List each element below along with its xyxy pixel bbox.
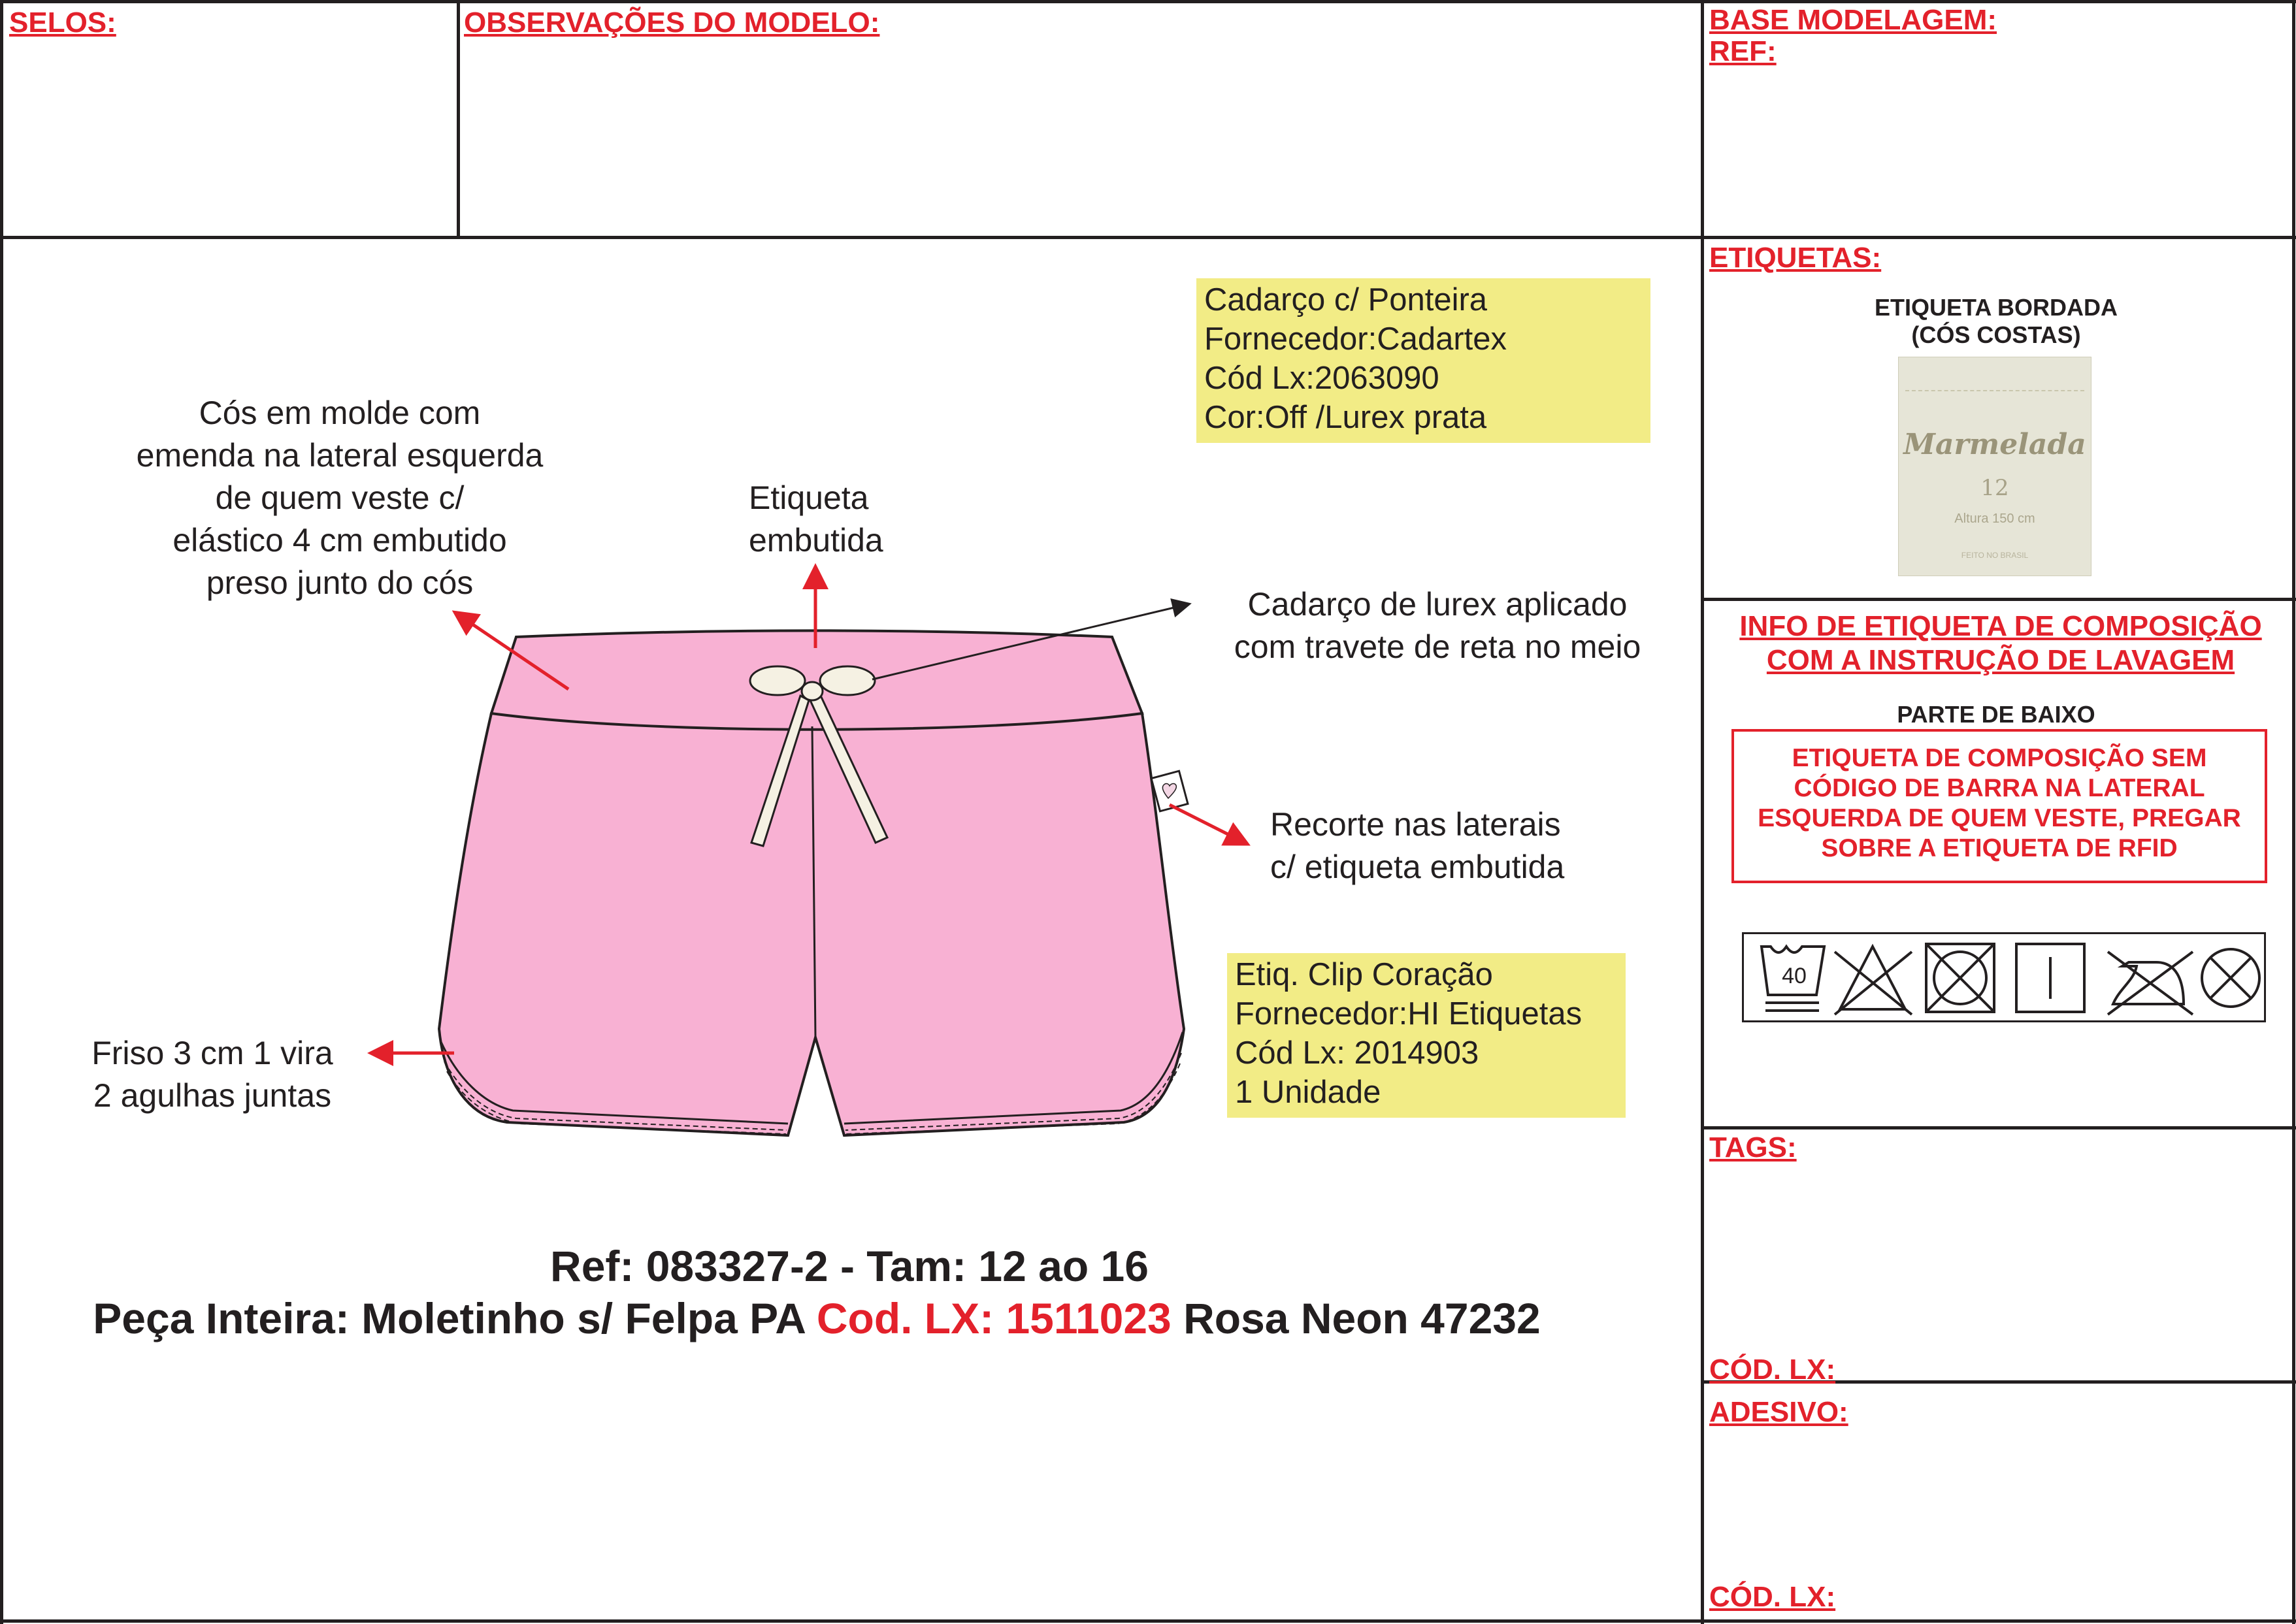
no-dry-clean-icon [2202, 949, 2259, 1007]
wash-40-icon [1762, 947, 1824, 1011]
shorts-body [439, 713, 1184, 1135]
care-symbols [1742, 932, 2266, 1022]
etiq-clip-line-1: Etiq. Clip Coração [1235, 957, 1493, 992]
parte-de-baixo-label: PARTE DE BAIXO [1897, 701, 2095, 728]
etiq-clip-line-3: Cód Lx: 2014903 [1235, 1035, 1479, 1071]
etiqueta-embutida-line-2: embutida [749, 522, 883, 559]
cos-line-1: Cós em molde com [199, 395, 481, 431]
ref-line: Ref: 083327-2 - Tam: 12 ao 16 [550, 1242, 1149, 1290]
no-iron-icon [2108, 952, 2193, 1015]
label-made-in: FEITO NO BRASIL [1961, 551, 2029, 560]
cos-line-5: preso junto do cós [206, 564, 474, 601]
adesivo-label: ADESIVO: [1709, 1396, 1848, 1428]
friso-line-1: Friso 3 cm 1 vira [91, 1035, 333, 1071]
friso-line-2: 2 agulhas juntas [93, 1077, 332, 1114]
cos-line-3: de quem veste c/ [215, 479, 465, 516]
label-brand: Marmelada [1903, 428, 2086, 461]
material-line [0, 1293, 1633, 1343]
composicao-note-box [1731, 729, 2267, 883]
cadarco-lurex-line-2: com travete de reta no meio [1234, 628, 1641, 665]
etiqueta-bordada-line-1: ETIQUETA BORDADA [1875, 294, 2118, 321]
no-bleach-icon [1835, 947, 1912, 1015]
bow-knot [802, 682, 823, 700]
cadarco-lurex-line-1: Cadarço de lurex aplicado [1247, 586, 1628, 623]
cod-lx-adesivo: CÓD. LX: [1709, 1581, 1836, 1613]
line-dry-icon [2016, 944, 2084, 1012]
woven-label-image [1898, 357, 2091, 576]
material-suffix: Rosa Neon 47232 [1171, 1294, 1541, 1342]
label-height: Altura 150 cm [1954, 512, 2035, 526]
tags-label: TAGS: [1709, 1131, 1797, 1163]
info-composicao-title [1713, 609, 2288, 677]
recorte-line-1: Recorte nas laterais [1270, 806, 1561, 843]
material-prefix: Peça Inteira: Moletinho s/ Felpa PA [93, 1294, 817, 1342]
no-tumble-dry-icon [1926, 944, 1994, 1012]
cadarco-line-2: Fornecedor:Cadartex [1204, 321, 1507, 357]
wash-temp-text: 40 [1782, 964, 1807, 988]
recorte-line-2: c/ etiqueta embutida [1270, 849, 1565, 885]
observacoes-label: OBSERVAÇÕES DO MODELO: [464, 7, 880, 39]
cadarco-line-1: Cadarço c/ Ponteira [1204, 282, 1488, 317]
base-modelagem-label: BASE MODELAGEM: [1709, 4, 1997, 36]
etiqueta-embutida-line-1: Etiqueta [749, 479, 869, 516]
cadarco-line-3: Cód Lx:2063090 [1204, 361, 1439, 396]
composicao-note-line-2: CÓDIGO DE BARRA NA LATERAL [1794, 774, 2205, 802]
etiq-clip-line-2: Fornecedor:HI Etiquetas [1235, 996, 1583, 1031]
composicao-note-line-3: ESQUERDA DE QUEM VESTE, PREGAR [1758, 804, 2241, 832]
cadarco-line-4: Cor:Off /Lurex prata [1204, 400, 1487, 435]
etiquetas-label: ETIQUETAS: [1709, 242, 1882, 274]
arrow-recorte [1170, 805, 1245, 843]
cos-line-2: emenda na lateral esquerda [136, 437, 544, 474]
bow-loop-left [750, 666, 805, 695]
label-size: 12 [1980, 475, 2009, 501]
cod-lx-tags: CÓD. LX: [1709, 1354, 1836, 1386]
info-composicao-line-1: INFO DE ETIQUETA DE COMPOSIÇÃO [1739, 610, 2262, 642]
composicao-note-line-1: ETIQUETA DE COMPOSIÇÃO SEM [1792, 744, 2207, 772]
ref-label: REF: [1709, 35, 1777, 67]
selos-label: SELOS: [9, 7, 116, 39]
bow-loop-right [820, 666, 875, 695]
etiqueta-bordada-line-2: (CÓS COSTAS) [1911, 321, 2081, 348]
composicao-note-line-4: SOBRE A ETIQUETA DE RFID [1821, 834, 2178, 862]
info-composicao-line-2: COM A INSTRUÇÃO DE LAVAGEM [1766, 644, 2235, 676]
etiqueta-bordada-title [1767, 294, 2225, 349]
etiq-clip-line-4: 1 Unidade [1235, 1075, 1381, 1110]
cos-line-4: elástico 4 cm embutido [172, 522, 507, 559]
material-code: Cod. LX: 1511023 [816, 1294, 1172, 1342]
